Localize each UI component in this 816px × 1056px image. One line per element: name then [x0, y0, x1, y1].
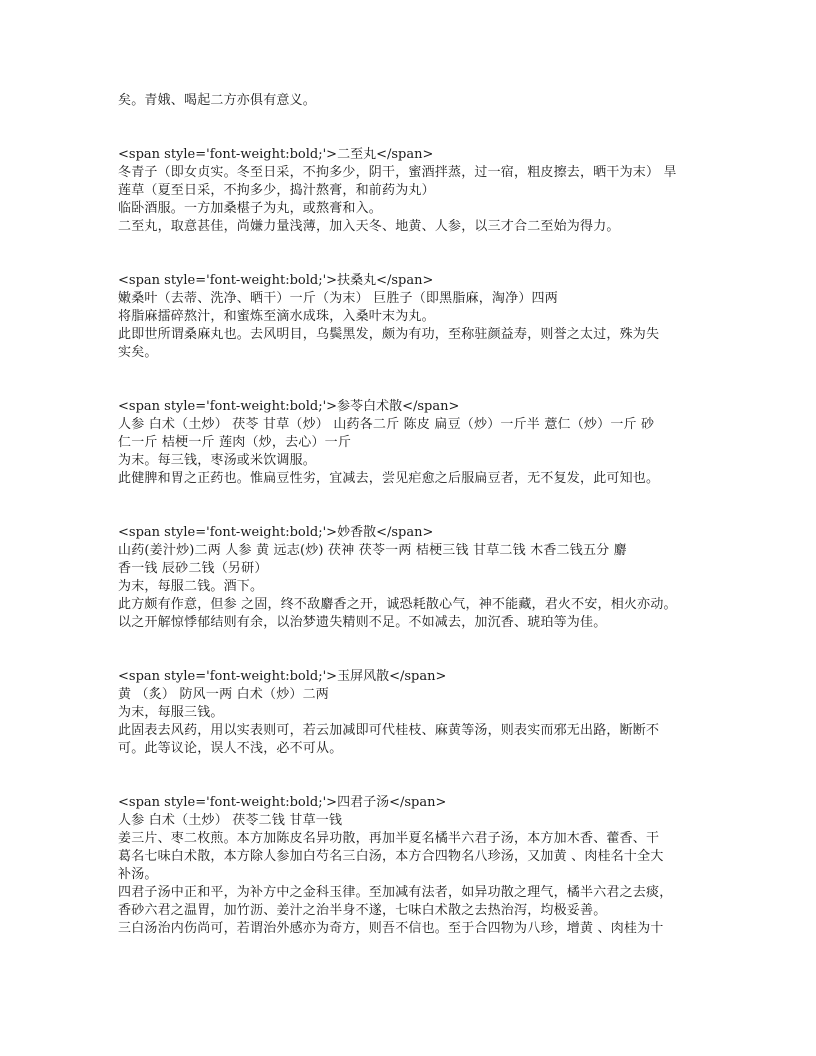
text-line: 二至丸，取意甚佳，尚嫌力量浅薄，加入天冬、地黄、人参，以三才合二至始为得力。: [118, 219, 620, 234]
text-line: 香砂六君之温胃，加竹沥、姜汁之治半身不遂，七味白术散之去热治泻，均极妥善。: [118, 903, 607, 918]
text-line: 山药(姜汁炒)二两 人参 黄 远志(炒) 茯神 茯苓一两 桔梗三钱 甘草二钱 木香二钱五分 麝: [118, 543, 627, 558]
intro-paragraph: [118, 92, 702, 110]
text-line: 补汤。: [118, 867, 158, 882]
text-line: 仁一斤 桔梗一斤 莲肉（炒，去心）一斤: [118, 435, 352, 450]
text-line: 香一钱 辰砂二钱（另研）: [118, 561, 268, 576]
section-title: <span style='font-weight:bold;'>妙香散</span>: [118, 525, 434, 540]
text-line: 此健脾和胃之正药也。惟扁豆性劣，宜减去，尝见疟愈之后服扁豆者，无不复发，此可知也。: [118, 471, 660, 486]
section-title: <span style='font-weight:bold;'>扶桑丸</span>: [118, 273, 434, 288]
text-line: 人参 白术（土炒） 茯苓二钱 甘草一钱: [118, 813, 343, 828]
text-line: 实矣。: [118, 345, 158, 360]
section-fusang-wan: [118, 272, 702, 362]
text-line: 将脂麻擂碎熬汁，和蜜炼至滴水成珠，入桑叶末为丸。: [118, 309, 435, 324]
text-line: 三白汤治内伤尚可，若谓治外感亦为奇方，则吾不信也。至于合四物为八珍，增黄 、肉桂为十: [118, 921, 664, 936]
text-line: 葛名七味白术散，本方除人参加白芍名三白汤，本方合四物名八珍汤，又加黄 、肉桂名十全大: [118, 849, 664, 864]
text-line: 矣。青娥、喝起二方亦俱有意义。: [118, 93, 317, 108]
section-title: <span style='font-weight:bold;'>四君子汤</span>: [118, 795, 447, 810]
section-shenling-baizhu-san: [118, 398, 702, 488]
section-title: <span style='font-weight:bold;'>玉屏风散</span>: [118, 669, 447, 684]
text-line: 临卧酒服。一方加桑椹子为丸，或熬膏和入。: [118, 201, 383, 216]
text-line: 莲草（夏至日采，不拘多少，捣汁熬膏，和前药为丸）: [118, 183, 435, 198]
text-line: 为末。每三钱，枣汤或米饮调服。: [118, 453, 317, 468]
text-line: 此方颇有作意，但参 之固，终不敌麝香之开，诚恐耗散心气，神不能藏，君火不安，相火亦动。: [118, 597, 677, 612]
text-line: 人参 白术（土炒） 茯苓 甘草（炒） 山药各二斤 陈皮 扁豆（炒）一斤半 薏仁（炒）一斤 砂: [118, 417, 655, 432]
text-line: 嫩桑叶（去蒂、洗净、晒干）一斤（为末） 巨胜子（即黑脂麻，淘净）四两: [118, 291, 558, 306]
text-line: 四君子汤中正和平，为补方中之金科玉律。至加减有法者，如异功散之理气，橘半六君之去痰，: [118, 885, 673, 900]
document-page: [118, 92, 702, 938]
section-yupingfeng-san: [118, 668, 702, 758]
text-line: 黄 （炙） 防风一两 白术（炒）二两: [118, 687, 329, 702]
text-line: 此即世所谓桑麻丸也。去风明目，乌鬓黑发，颇为有功，至称驻颜益寿，则誉之太过，殊为失: [118, 327, 660, 342]
section-title: <span style='font-weight:bold;'>参苓白术散</span>: [118, 399, 460, 414]
text-line: 此固表去风药，用以实表则可，若云加减即可代桂枝、麻黄等汤，则表实而邪无出路，断断不: [118, 723, 660, 738]
section-sijunzi-tang: [118, 794, 702, 938]
section-miaoxiang-san: [118, 524, 702, 632]
text-line: 为末，每服二钱。酒下。: [118, 579, 264, 594]
text-line: 可。此等议论，误人不浅，必不可从。: [118, 741, 343, 756]
text-line: 姜三片、枣二枚煎。本方加陈皮名异功散，再加半夏名橘半六君子汤，本方加木香、藿香、干: [118, 831, 660, 846]
text-line: 为末，每服三钱。: [118, 705, 224, 720]
section-erzhi-wan: [118, 146, 702, 236]
text-line: 冬青子（即女贞实。冬至日采，不拘多少，阴干，蜜酒拌蒸，过一宿，粗皮擦去，晒干为末） 旱: [118, 165, 677, 180]
section-title: <span style='font-weight:bold;'>二至丸</span>: [118, 147, 434, 162]
text-line: 以之开解惊悸郁结则有余，以治梦遗失精则不足。不如减去，加沉香、琥珀等为佳。: [118, 615, 607, 630]
